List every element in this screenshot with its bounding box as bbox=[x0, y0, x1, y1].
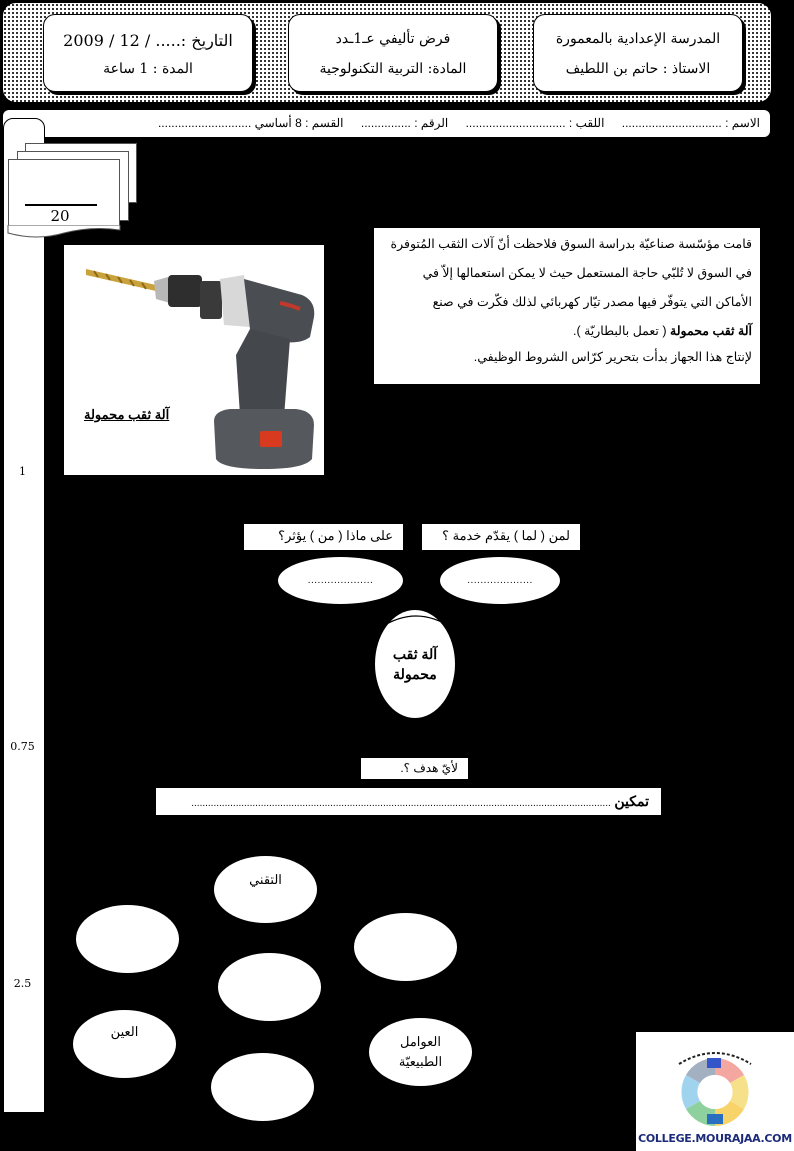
image-caption: آلة ثقب محمولة bbox=[84, 407, 170, 422]
env-node-eye[interactable] bbox=[73, 1010, 176, 1078]
intro-paragraph bbox=[374, 228, 760, 384]
teacher-name: الاستاذ : حاتم بن اللطيف bbox=[565, 61, 711, 77]
score-mark-3: 2.5 bbox=[13, 977, 32, 990]
env-node-eye-label: العين bbox=[110, 1024, 139, 1039]
question-serves-whom: لمن ( لما ) يقدّم خدمة ؟ bbox=[422, 524, 580, 550]
env-node-natural-factors[interactable] bbox=[369, 1018, 472, 1086]
env-node-technician[interactable] bbox=[214, 856, 317, 923]
env-node-center[interactable] bbox=[218, 953, 321, 1021]
intro-line-1: قامت مؤسّسة صناعيّة بدراسة السوق فلاحظت أنّ آلات الثقب المُتوفرة bbox=[390, 237, 752, 251]
score-card-wave bbox=[7, 225, 121, 239]
exam-title: فرض تأليفي عـ1ـدد bbox=[335, 31, 451, 47]
score-line bbox=[25, 204, 97, 206]
school-info-box bbox=[533, 14, 743, 92]
site-logo bbox=[636, 1032, 794, 1151]
name-field[interactable]: الاسم : .............................. bbox=[621, 116, 760, 130]
product-label: آلة ثقب محمولة bbox=[392, 646, 438, 682]
number-field[interactable]: الرقم : ............... bbox=[360, 116, 449, 130]
env-node-natural-factors-label: العوامل الطبيعيّة bbox=[398, 1034, 443, 1069]
intro-after-bold: ( تعمل بالبطاريّة ). bbox=[572, 324, 671, 338]
horn-arc bbox=[378, 608, 454, 630]
class-field[interactable]: القسم : 8 أساسي ............................ bbox=[157, 116, 344, 130]
tamkin-label: تمكين bbox=[614, 793, 649, 809]
intro-line-3: الأماكن التي يتوفّر فيها مصدر تيّار كهربائي لذلك فكّرت في صنع bbox=[432, 295, 752, 309]
goal-question: لأيّ هدف ؟. bbox=[361, 758, 468, 779]
header-band bbox=[2, 2, 772, 103]
exam-date: التاريخ :..... / 12 / 2009 bbox=[63, 31, 233, 50]
intro-line-5: لإنتاج هذا الجهاز بدأت بتحرير كرّاس الشروط الوظيفي. bbox=[473, 350, 752, 364]
env-node-blank-right[interactable] bbox=[354, 913, 457, 981]
env-node-blank-left[interactable] bbox=[76, 905, 179, 973]
intro-line-2: في السوق لا تُلبّي حاجة المستعمل حيث لا يمكن استعمالها إلاّ في bbox=[422, 266, 752, 280]
exam-duration: المدة : 1 ساعة bbox=[103, 61, 193, 77]
school-name: المدرسة الإعدادية بالمعمورة bbox=[555, 31, 721, 47]
subject: المادة: التربية التكنولوجية bbox=[319, 61, 467, 77]
tamkin-row bbox=[156, 788, 661, 815]
answer-acts-on-what[interactable] bbox=[278, 557, 403, 604]
tamkin-answer-dots[interactable]: ....................................................................................................................................................... bbox=[191, 798, 611, 809]
score-mark-1: 1 bbox=[19, 465, 26, 478]
date-info-box bbox=[43, 14, 253, 92]
answer-serves-whom[interactable] bbox=[440, 557, 560, 604]
drill-image bbox=[64, 245, 324, 475]
logo-text[interactable]: COLLEGE.MOURAJAA.COM bbox=[638, 1132, 792, 1145]
answer-serves-whom-dots: .................... bbox=[467, 575, 533, 586]
answer-acts-on-what-dots: .................... bbox=[307, 575, 374, 586]
env-node-blank-bottom[interactable] bbox=[211, 1053, 314, 1121]
question-acts-on-what: على ماذا ( من ) يؤثر؟ bbox=[244, 524, 403, 550]
surname-field[interactable]: اللقب : .............................. bbox=[465, 116, 605, 130]
logo-ring-icon bbox=[669, 1046, 761, 1128]
score-total: 20 bbox=[50, 207, 70, 225]
env-node-technician-label: التقني bbox=[249, 872, 282, 887]
drill-icon bbox=[64, 245, 324, 475]
intro-line-4 bbox=[380, 317, 752, 346]
intro-bold-phrase: آلة ثقب محمولة bbox=[670, 324, 752, 338]
student-info-row bbox=[3, 110, 770, 137]
score-mark-2: 0.75 bbox=[10, 740, 35, 753]
score-column bbox=[3, 118, 45, 1113]
exam-info-box bbox=[288, 14, 498, 92]
